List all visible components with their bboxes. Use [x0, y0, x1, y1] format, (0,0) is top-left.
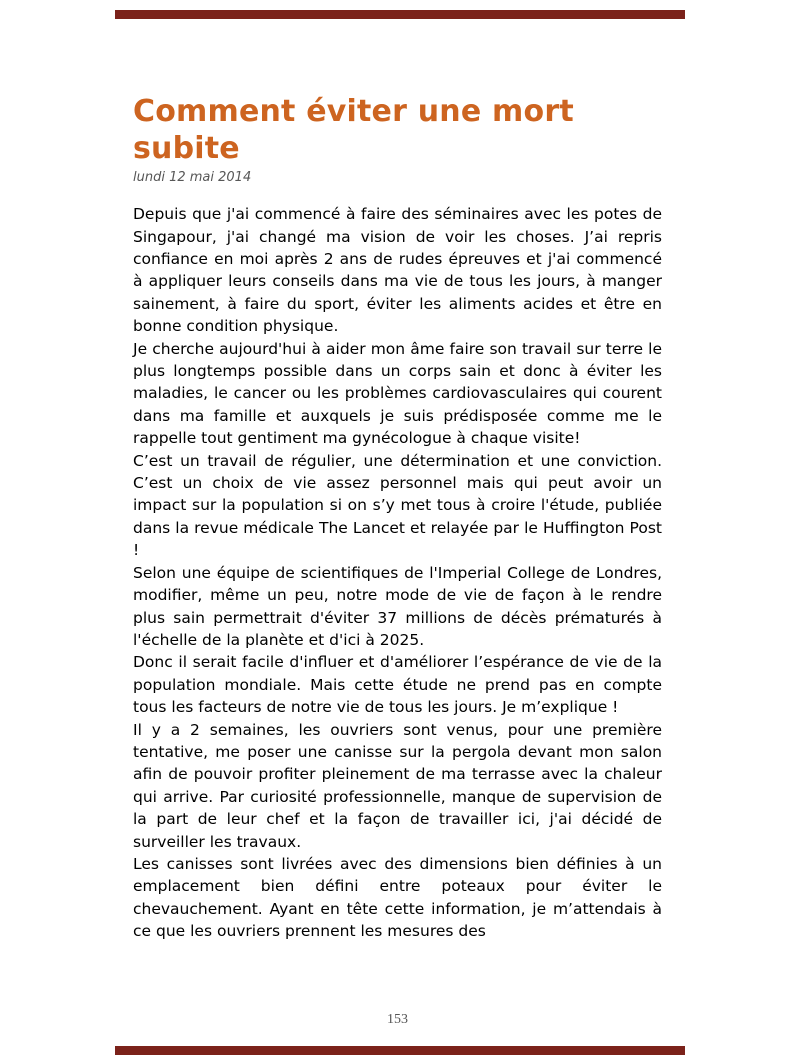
paragraph: Les canisses sont livrées avec des dimensions bien définies à un emplacement bien défini entre poteaux pour éviter le chevauchement. Ayant en tête cette information, je m’attendais à ce que les ouvriers prennent les mesures des: [133, 854, 662, 941]
paragraph: Donc il serait facile d'influer et d'améliorer l’espérance de vie de la population mondiale. Mais cette étude ne prend pas en compte tous les facteurs de notre vie de tous les jours. Je m’explique !: [133, 653, 662, 717]
bottom-border-rule: [115, 1046, 685, 1055]
article-body: [133, 203, 662, 942]
article: [133, 94, 662, 943]
page-title: Comment éviter une mort subite: [133, 94, 574, 166]
top-border-rule: [115, 10, 685, 19]
paragraph: Selon une équipe de scientifiques de l'Imperial College de Londres, modifier, même un peu, notre mode de vie de façon à le rendre plus sain permettrait d'éviter 37 millions de décès prématurés à l'échelle de la planète et d'ici à 2025.: [133, 563, 662, 649]
paragraph: C’est un travail de régulier, une détermination et une conviction. C’est un choix de vie assez personnel mais qui peut avoir un impact sur la population si on s’y met tous à croire l'étude, publiée dans la revue médicale The Lancet et relayée par le Huffington Post !: [133, 451, 662, 560]
page-number: 153: [387, 1012, 408, 1027]
paragraph: Depuis que j'ai commencé à faire des séminaires avec les potes de Singapour, j'ai changé ma vision de voir les choses. J’ai repris confiance en moi après 2 ans de rudes épreuves et j'ai commencé à appliquer leurs conseils dans ma vie de tous les jours, à manger sainement, à faire du sport, éviter les aliments acides et être en bonne condition physique.: [133, 205, 662, 336]
paragraph: Il y a 2 semaines, les ouvriers sont venus, pour une première tentative, me poser une canisse sur la pergola devant mon salon afin de pouvoir profiter pleinement de ma terrasse avec la chaleur qui arrive. Par curiosité professionnelle, manque de supervision de la part de leur chef et la façon de travailler ici, j'ai décidé de surveiller les travaux.: [133, 720, 662, 851]
paragraph: Je cherche aujourd'hui à aider mon âme faire son travail sur terre le plus longtemps possible dans un corps sain et donc à éviter les maladies, le cancer ou les problèmes cardiovasculaires qui courent dans ma famille et auxquels je suis prédisposée comme me le rappelle tout gentiment ma gynécologue à chaque visite!: [133, 339, 662, 448]
post-date: lundi 12 mai 2014: [133, 170, 252, 186]
